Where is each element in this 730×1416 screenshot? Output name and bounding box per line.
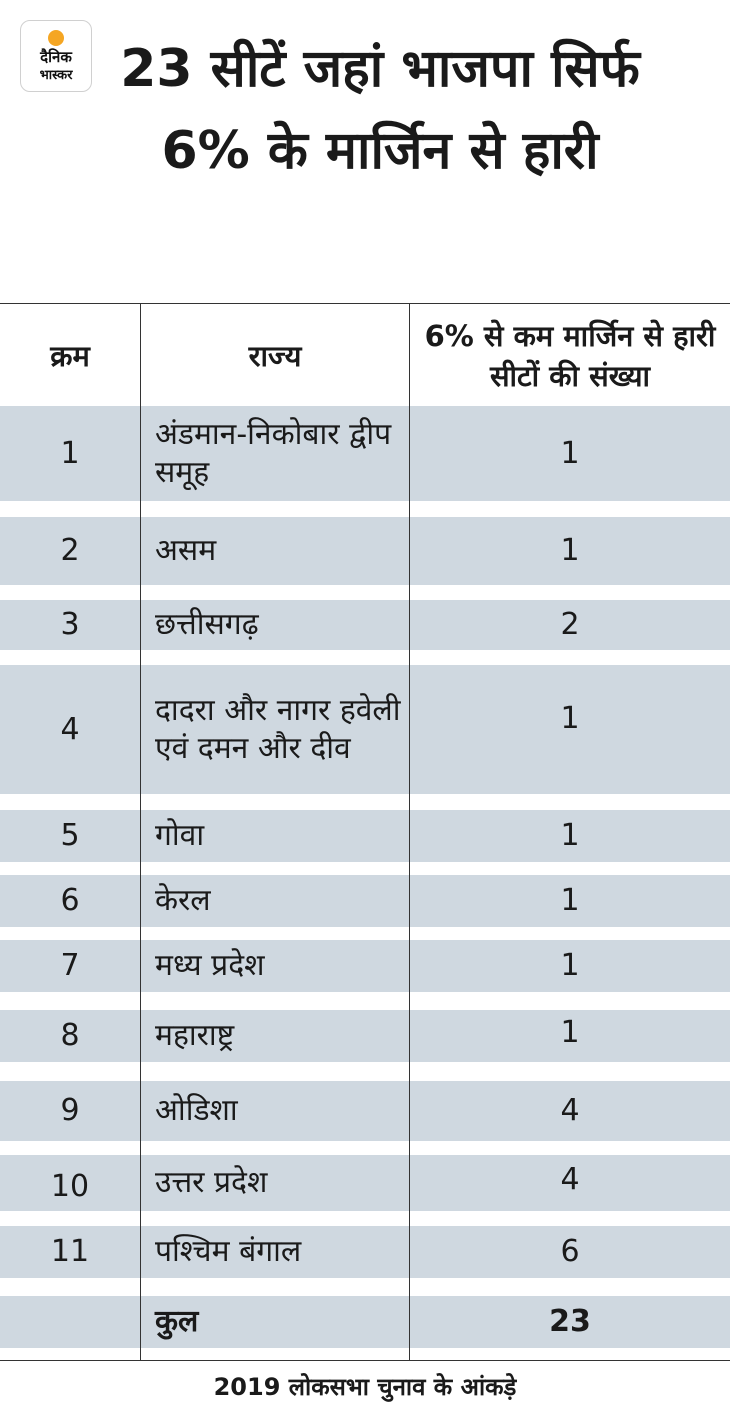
data-table	[0, 303, 730, 1361]
table-cell-seats: 1	[560, 701, 580, 736]
source-note: 2019 लोकसभा चुनाव के आंकड़े	[213, 1373, 517, 1401]
page-title: 23 सीटें जहां भाजपा सिर्फ 6% के मार्जिन से हारी	[120, 39, 640, 181]
table-cell-state: पश्चिम बंगाल	[155, 1234, 302, 1269]
brand-line1: दैनिक	[40, 48, 72, 66]
header-seats: 6% से कम मार्जिन से हारी सीटों की संख्या	[424, 319, 716, 393]
table-cell-serial: 8	[60, 1018, 80, 1053]
header-state: राज्य	[248, 339, 302, 373]
table-cell-state: छत्तीसगढ़	[155, 607, 259, 642]
table-cell-serial: 6	[60, 883, 80, 918]
table-cell-serial: 7	[60, 948, 80, 983]
table-cell-seats: 1	[560, 435, 580, 471]
sun-icon	[48, 30, 64, 46]
table-cell-serial: 4	[60, 711, 80, 747]
total-label: कुल	[155, 1304, 199, 1339]
table-cell-serial: 9	[60, 1093, 80, 1128]
table-bottom-border	[0, 1360, 730, 1361]
table-cell-state: केरल	[155, 883, 211, 918]
table-cell-serial: 11	[50, 1234, 90, 1269]
table-cell-state: महाराष्ट्र	[155, 1018, 235, 1053]
table-cell-state: उत्तर प्रदेश	[155, 1165, 268, 1200]
table-cell-seats: 4	[560, 1162, 580, 1197]
table-cell-seats: 6	[560, 1234, 580, 1269]
table-cell-serial: 5	[60, 818, 80, 853]
total-value: 23	[549, 1304, 591, 1339]
header-serial: क्रम	[50, 339, 90, 373]
table-cell-state: असम	[155, 533, 217, 568]
table-cell-seats: 2	[560, 607, 580, 642]
table-cell-seats: 1	[560, 818, 580, 853]
brand-logo	[20, 20, 92, 92]
table-cell-seats: 1	[560, 1015, 580, 1050]
table-cell-seats: 4	[560, 1093, 580, 1128]
table-cell-seats: 1	[560, 883, 580, 918]
table-cell-state: गोवा	[155, 818, 205, 853]
column-divider	[140, 303, 141, 1361]
table-top-border	[0, 303, 730, 304]
table-cell-seats: 1	[560, 533, 580, 568]
table-cell-serial: 1	[60, 435, 80, 471]
table-cell-state: मध्य प्रदेश	[155, 948, 265, 983]
table-cell-state: दादरा और नागर हवेली एवं दमन और दीव	[155, 692, 401, 766]
brand-line2: भास्कर	[39, 68, 73, 83]
table-cell-serial: 3	[60, 607, 80, 642]
table-cell-serial: 10	[50, 1169, 90, 1204]
table-cell-seats: 1	[560, 948, 580, 983]
table-cell-state: अंडमान-निकोबार द्वीप समूह	[155, 416, 392, 490]
table-cell-serial: 2	[60, 533, 80, 568]
table-cell-state: ओडिशा	[155, 1093, 238, 1128]
